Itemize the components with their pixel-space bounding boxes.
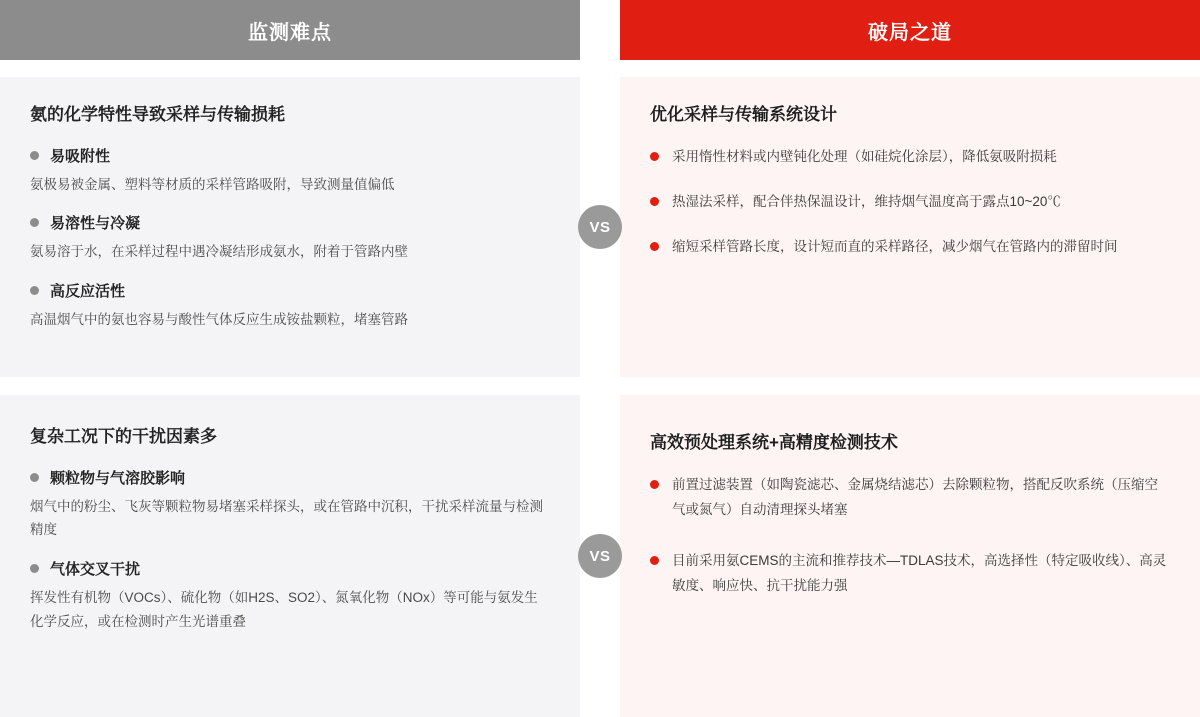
issue-heading <box>30 212 550 233</box>
issue-heading <box>30 558 550 579</box>
bullet-dot-icon <box>30 218 39 227</box>
solution-card-1 <box>620 77 1200 377</box>
problem-card-2 <box>0 395 580 717</box>
issue-item <box>30 145 550 197</box>
header-gap <box>580 0 620 60</box>
spacer-top <box>0 60 1200 77</box>
solution-item <box>650 145 1170 170</box>
bullet-dot-icon <box>30 286 39 295</box>
solution-item <box>650 235 1170 260</box>
problem-card-2-title: 复杂工况下的干扰因素多 <box>30 427 217 446</box>
solution-item <box>650 549 1170 599</box>
issue-description: 高温烟气中的氨也容易与酸性气体反应生成铵盐颗粒，堵塞管路 <box>30 312 408 328</box>
comparison-row-1 <box>0 77 1200 377</box>
vs-badge: VS <box>578 205 622 249</box>
issue-name: 易溶性与冷凝 <box>50 215 141 233</box>
vs-badge: VS <box>578 534 622 578</box>
solution-text: 采用惰性材料或内壁钝化处理（如硅烷化涂层），降低氨吸附损耗 <box>672 148 1057 164</box>
header-problems-title: 监测难点 <box>0 0 580 60</box>
bullet-dot-icon <box>650 152 659 161</box>
issue-name: 易吸附性 <box>50 147 111 165</box>
issue-name: 气体交叉干扰 <box>50 561 141 579</box>
issue-item <box>30 280 550 332</box>
issue-item <box>30 212 550 264</box>
spacer-between-rows <box>0 377 1200 395</box>
solution-text: 目前采用氨CEMS的主流和推荐技术—TDLAS技术，高选择性（特定吸收线）、高灵敏度、响应快、抗干扰能力强 <box>672 552 1167 593</box>
solution-text: 热湿法采样，配合伴热保温设计，维持烟气温度高于露点10~20℃ <box>672 193 1061 209</box>
comparison-row-2 <box>0 395 1200 717</box>
issue-description: 氨极易被金属、塑料等材质的采样管路吸附，导致测量值偏低 <box>30 176 395 192</box>
bullet-dot-icon <box>30 473 39 482</box>
bullet-dot-icon <box>30 151 39 160</box>
solution-item <box>650 190 1170 215</box>
problem-card-1-title: 氨的化学特性导致采样与传输损耗 <box>30 105 285 124</box>
header-solutions-title: 破局之道 <box>620 0 1200 60</box>
vs-divider-1 <box>580 77 620 377</box>
solution-text: 缩短采样管路长度，设计短而直的采样路径，减少烟气在管路内的滞留时间 <box>672 238 1118 254</box>
issue-heading <box>30 145 550 166</box>
solution-text: 前置过滤装置（如陶瓷滤芯、金属烧结滤芯）去除颗粒物，搭配反吹系统（压缩空气或氮气）自动清理探头堵塞 <box>672 476 1158 517</box>
solution-card-2 <box>620 395 1200 717</box>
issue-name: 高反应活性 <box>50 283 126 301</box>
issue-item <box>30 467 550 542</box>
bullet-dot-icon <box>30 564 39 573</box>
header-row <box>0 0 1200 60</box>
cards-container <box>0 77 1200 717</box>
bullet-dot-icon <box>650 480 659 489</box>
bullet-dot-icon <box>650 242 659 251</box>
issue-description: 烟气中的粉尘、飞灰等颗粒物易堵塞采样探头，或在管路中沉积，干扰采样流量与检测精度 <box>30 498 543 538</box>
issue-description: 氨易溶于水，在采样过程中遇冷凝结形成氨水，附着于管路内壁 <box>30 244 408 260</box>
solution-card-1-title: 优化采样与传输系统设计 <box>650 105 837 124</box>
problem-card-1 <box>0 77 580 377</box>
vs-divider-2 <box>580 395 620 717</box>
solution-item <box>650 473 1170 523</box>
issue-item <box>30 558 550 633</box>
bullet-dot-icon <box>650 197 659 206</box>
issue-heading <box>30 280 550 301</box>
issue-name: 颗粒物与气溶胶影响 <box>50 469 186 487</box>
issue-description: 挥发性有机物（VOCs）、硫化物（如H2S、SO2）、氮氧化物（NOx）等可能与氨发生化学反应，或在检测时产生光谱重叠 <box>30 590 538 629</box>
solution-card-2-title: 高效预处理系统+高精度检测技术 <box>650 433 898 452</box>
issue-heading <box>30 467 550 488</box>
bullet-dot-icon <box>650 556 659 565</box>
